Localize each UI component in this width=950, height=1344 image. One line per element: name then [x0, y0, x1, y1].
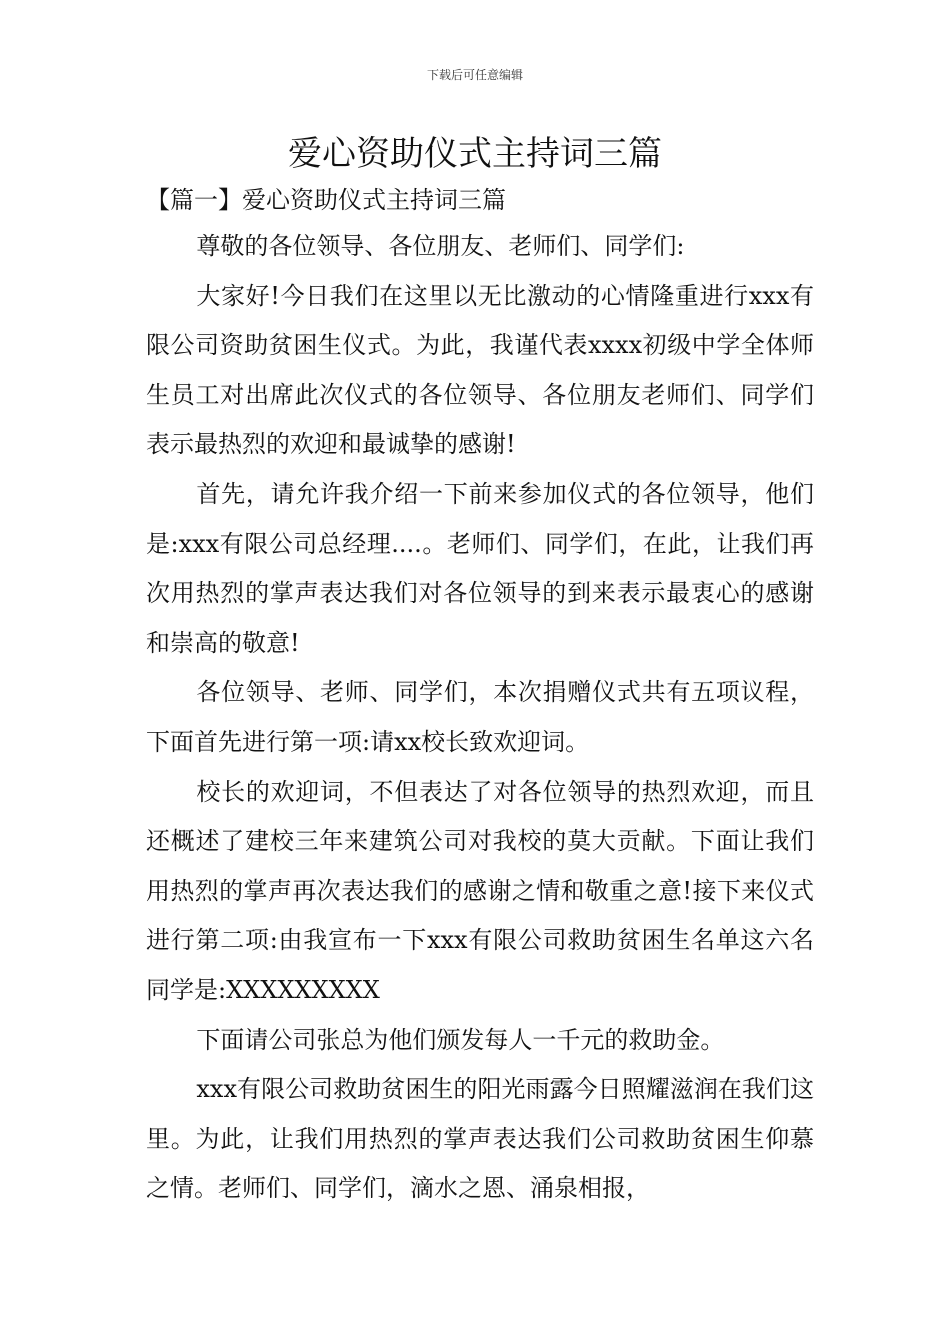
- paragraph-salutation: 尊敬的各位领导、各位朋友、老师们、同学们:: [196, 232, 685, 260]
- document-title: 爱心资助仪式主持词三篇: [288, 134, 662, 174]
- document-body: [146, 222, 814, 1214]
- section-heading: 【篇一】爱心资助仪式主持词三篇: [146, 186, 506, 214]
- paragraph-welcome: 大家好!今日我们在这里以无比激动的心情隆重进行xxx有限公司资助贫困生仪式。为此，我谨代表xxxx初级中学全体师生员工对出席此次仪式的各位领导、各位朋友老师们、同学们表示最热烈的欢迎和最诚挚的感谢!: [146, 281, 814, 459]
- paragraph-thanks: xxx有限公司救助贫困生的阳光雨露今日照耀滋润在我们这里。为此，让我们用热烈的掌声表达我们公司救助贫困生仰慕之情。老师们、同学们，滴水之恩、涌泉相报，: [146, 1075, 814, 1203]
- page-header-note: 下载后可任意编辑: [426, 68, 523, 82]
- paragraph-introduce-leaders: 首先，请允许我介绍一下前来参加仪式的各位领导，他们是:xxx有限公司总经理....。老师们、同学们，在此，让我们再次用热烈的掌声表达我们对各位领导的到来表示最衷心的感谢和崇高的敬意!: [146, 479, 814, 657]
- paragraph-award: 下面请公司张总为他们颁发每人一千元的救助金。: [196, 1025, 725, 1054]
- paragraph-principal-speech: 校长的欢迎词，不但表达了对各位领导的热烈欢迎，而且还概述了建校三年来建筑公司对我校的莫大贡献。下面让我们用热烈的掌声再次表达我们的感谢之情和敬重之意!接下来仪式进行第二项:由我宣布一下xxx有限公司救助贫困生名单这六名同学是:XXXXXXXXX: [146, 777, 814, 1004]
- paragraph-agenda: 各位领导、老师、同学们，本次捐赠仪式共有五项议程，下面首先进行第一项:请xx校长致欢迎词。: [146, 678, 814, 756]
